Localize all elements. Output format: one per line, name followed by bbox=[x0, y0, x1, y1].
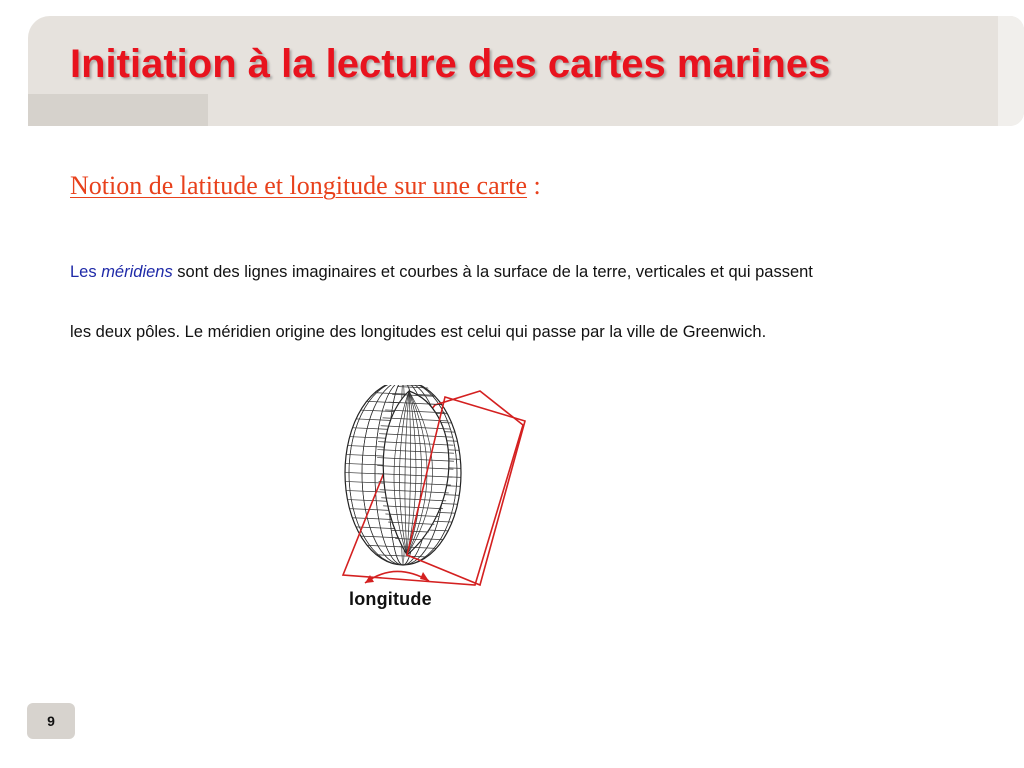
globe-meridian-illustration bbox=[325, 385, 535, 595]
title-band-edge bbox=[998, 16, 1024, 126]
keyword-les: Les bbox=[70, 263, 102, 281]
paragraph-line-1 bbox=[70, 261, 813, 283]
section-heading bbox=[70, 168, 541, 204]
paragraph-line-1-rest: sont des lignes imaginaires et courbes à la surface de la terre, verticales et qui passent bbox=[172, 263, 813, 281]
meridian-figure bbox=[325, 385, 535, 615]
arc-arrow-right bbox=[420, 572, 429, 581]
longitude-label: longitude bbox=[349, 589, 432, 609]
slide-title: Initiation à la lecture des cartes marines bbox=[70, 42, 831, 86]
section-heading-text: Notion de latitude et longitude sur une carte bbox=[70, 171, 528, 200]
title-band-corner bbox=[28, 94, 208, 126]
section-heading-colon: : bbox=[527, 171, 541, 200]
page-number-badge: 9 bbox=[27, 703, 75, 739]
paragraph-line-2: les deux pôles. Le méridien origine des longitudes est celui qui passe par la ville de Greenwich. bbox=[70, 323, 767, 341]
keyword-meridiens: méridiens bbox=[101, 263, 173, 281]
